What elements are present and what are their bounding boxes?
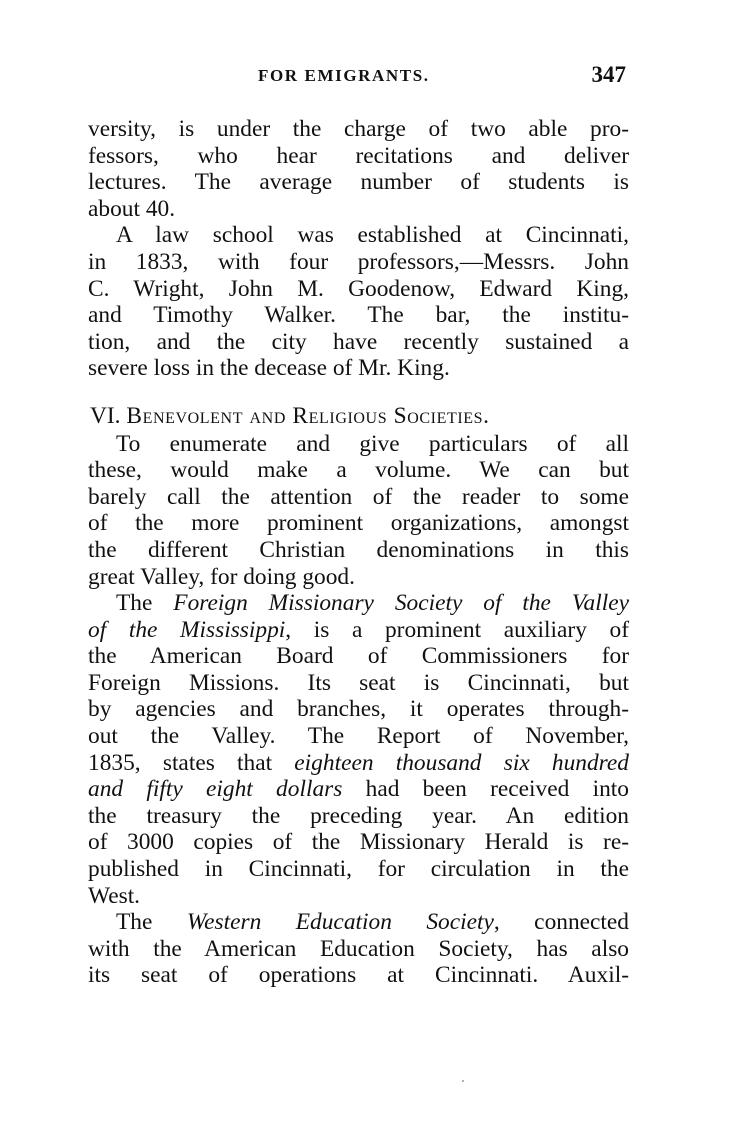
text-run: had been received into (342, 776, 629, 803)
text-line: published in Cincinnati, for circulation in the (88, 856, 629, 883)
text-line: versity, is under the charge of two able pro- (88, 116, 629, 142)
text-line: C. Wright, John M. Goodenow, Edward King, (88, 275, 629, 302)
page-body (88, 116, 629, 989)
text-line: its seat of operations at Cincinnati. Auxil- (88, 962, 629, 989)
page-header (88, 62, 628, 92)
text-run: The (116, 590, 174, 617)
italic-society-name: Western Education Society (186, 909, 494, 936)
text-line (88, 590, 629, 617)
paragraph-foreign-missionary (88, 590, 629, 909)
text-run: , connected (493, 909, 629, 936)
italic-amount: and fifty eight dollars (88, 776, 343, 803)
text-line: To enumerate and give particulars of all (116, 430, 629, 457)
text-run: The (116, 909, 187, 936)
paragraph-law-school (88, 222, 629, 382)
text-line: severe loss in the decease of Mr. King. (88, 355, 450, 382)
paragraph-western-education (88, 909, 629, 989)
text-line: of 3000 copies of the Missionary Herald is re- (88, 829, 629, 856)
text-line: lectures. The average number of students is (88, 169, 629, 196)
text-line (88, 776, 629, 803)
text-run: 1835, states that (88, 749, 295, 776)
text-line: A law school was established at Cincinnati, (116, 222, 629, 249)
text-line: West. (88, 882, 141, 909)
text-line: and Timothy Walker. The bar, the institu- (88, 302, 629, 329)
text-line (88, 909, 629, 936)
section-heading (88, 403, 629, 430)
text-line: Foreign Missions. Its seat is Cincinnati, but (88, 669, 629, 696)
text-line: these, would make a volume. We can but (88, 457, 629, 484)
text-line: great Valley, for doing good. (88, 563, 355, 590)
paragraph-university (88, 116, 629, 222)
text-line: of the more prominent organizations, amongst (88, 510, 629, 537)
text-line: the different Christian denominations in this (88, 536, 629, 563)
text-line: fessors, who hear recitations and deliver (88, 142, 629, 169)
text-line: by agencies and branches, it operates through- (88, 696, 629, 723)
text-line: the American Board of Commissioners for (88, 643, 629, 670)
text-line: out the Valley. The Report of November, (88, 723, 629, 750)
text-line (88, 617, 629, 644)
running-head: FOR EMIGRANTS. (258, 66, 430, 85)
section-numeral: VI. (90, 402, 121, 429)
ink-speck (462, 1080, 464, 1082)
italic-amount: eighteen thousand six hundred (294, 749, 629, 776)
text-run: , is a prominent auxiliary of (285, 616, 629, 643)
text-line: barely call the attention of the reader to some (88, 483, 629, 510)
page-number: 347 (591, 62, 626, 87)
text-line: tion, and the city have recently sustained a (88, 328, 629, 355)
text-line: with the American Education Society, has also (88, 935, 629, 962)
section-title: Benevolent and Religious Societies. (126, 402, 490, 429)
text-line: in 1833, with four professors,—Messrs. John (88, 248, 629, 275)
text-line: about 40. (88, 195, 176, 222)
text-line (88, 750, 629, 777)
italic-society-name: of the Mississippi (88, 616, 286, 643)
text-line: the treasury the preceding year. An edition (88, 802, 629, 829)
italic-society-name: Foreign Missionary Society of the Valley (173, 590, 629, 617)
paragraph-benevolent-intro (88, 431, 629, 591)
